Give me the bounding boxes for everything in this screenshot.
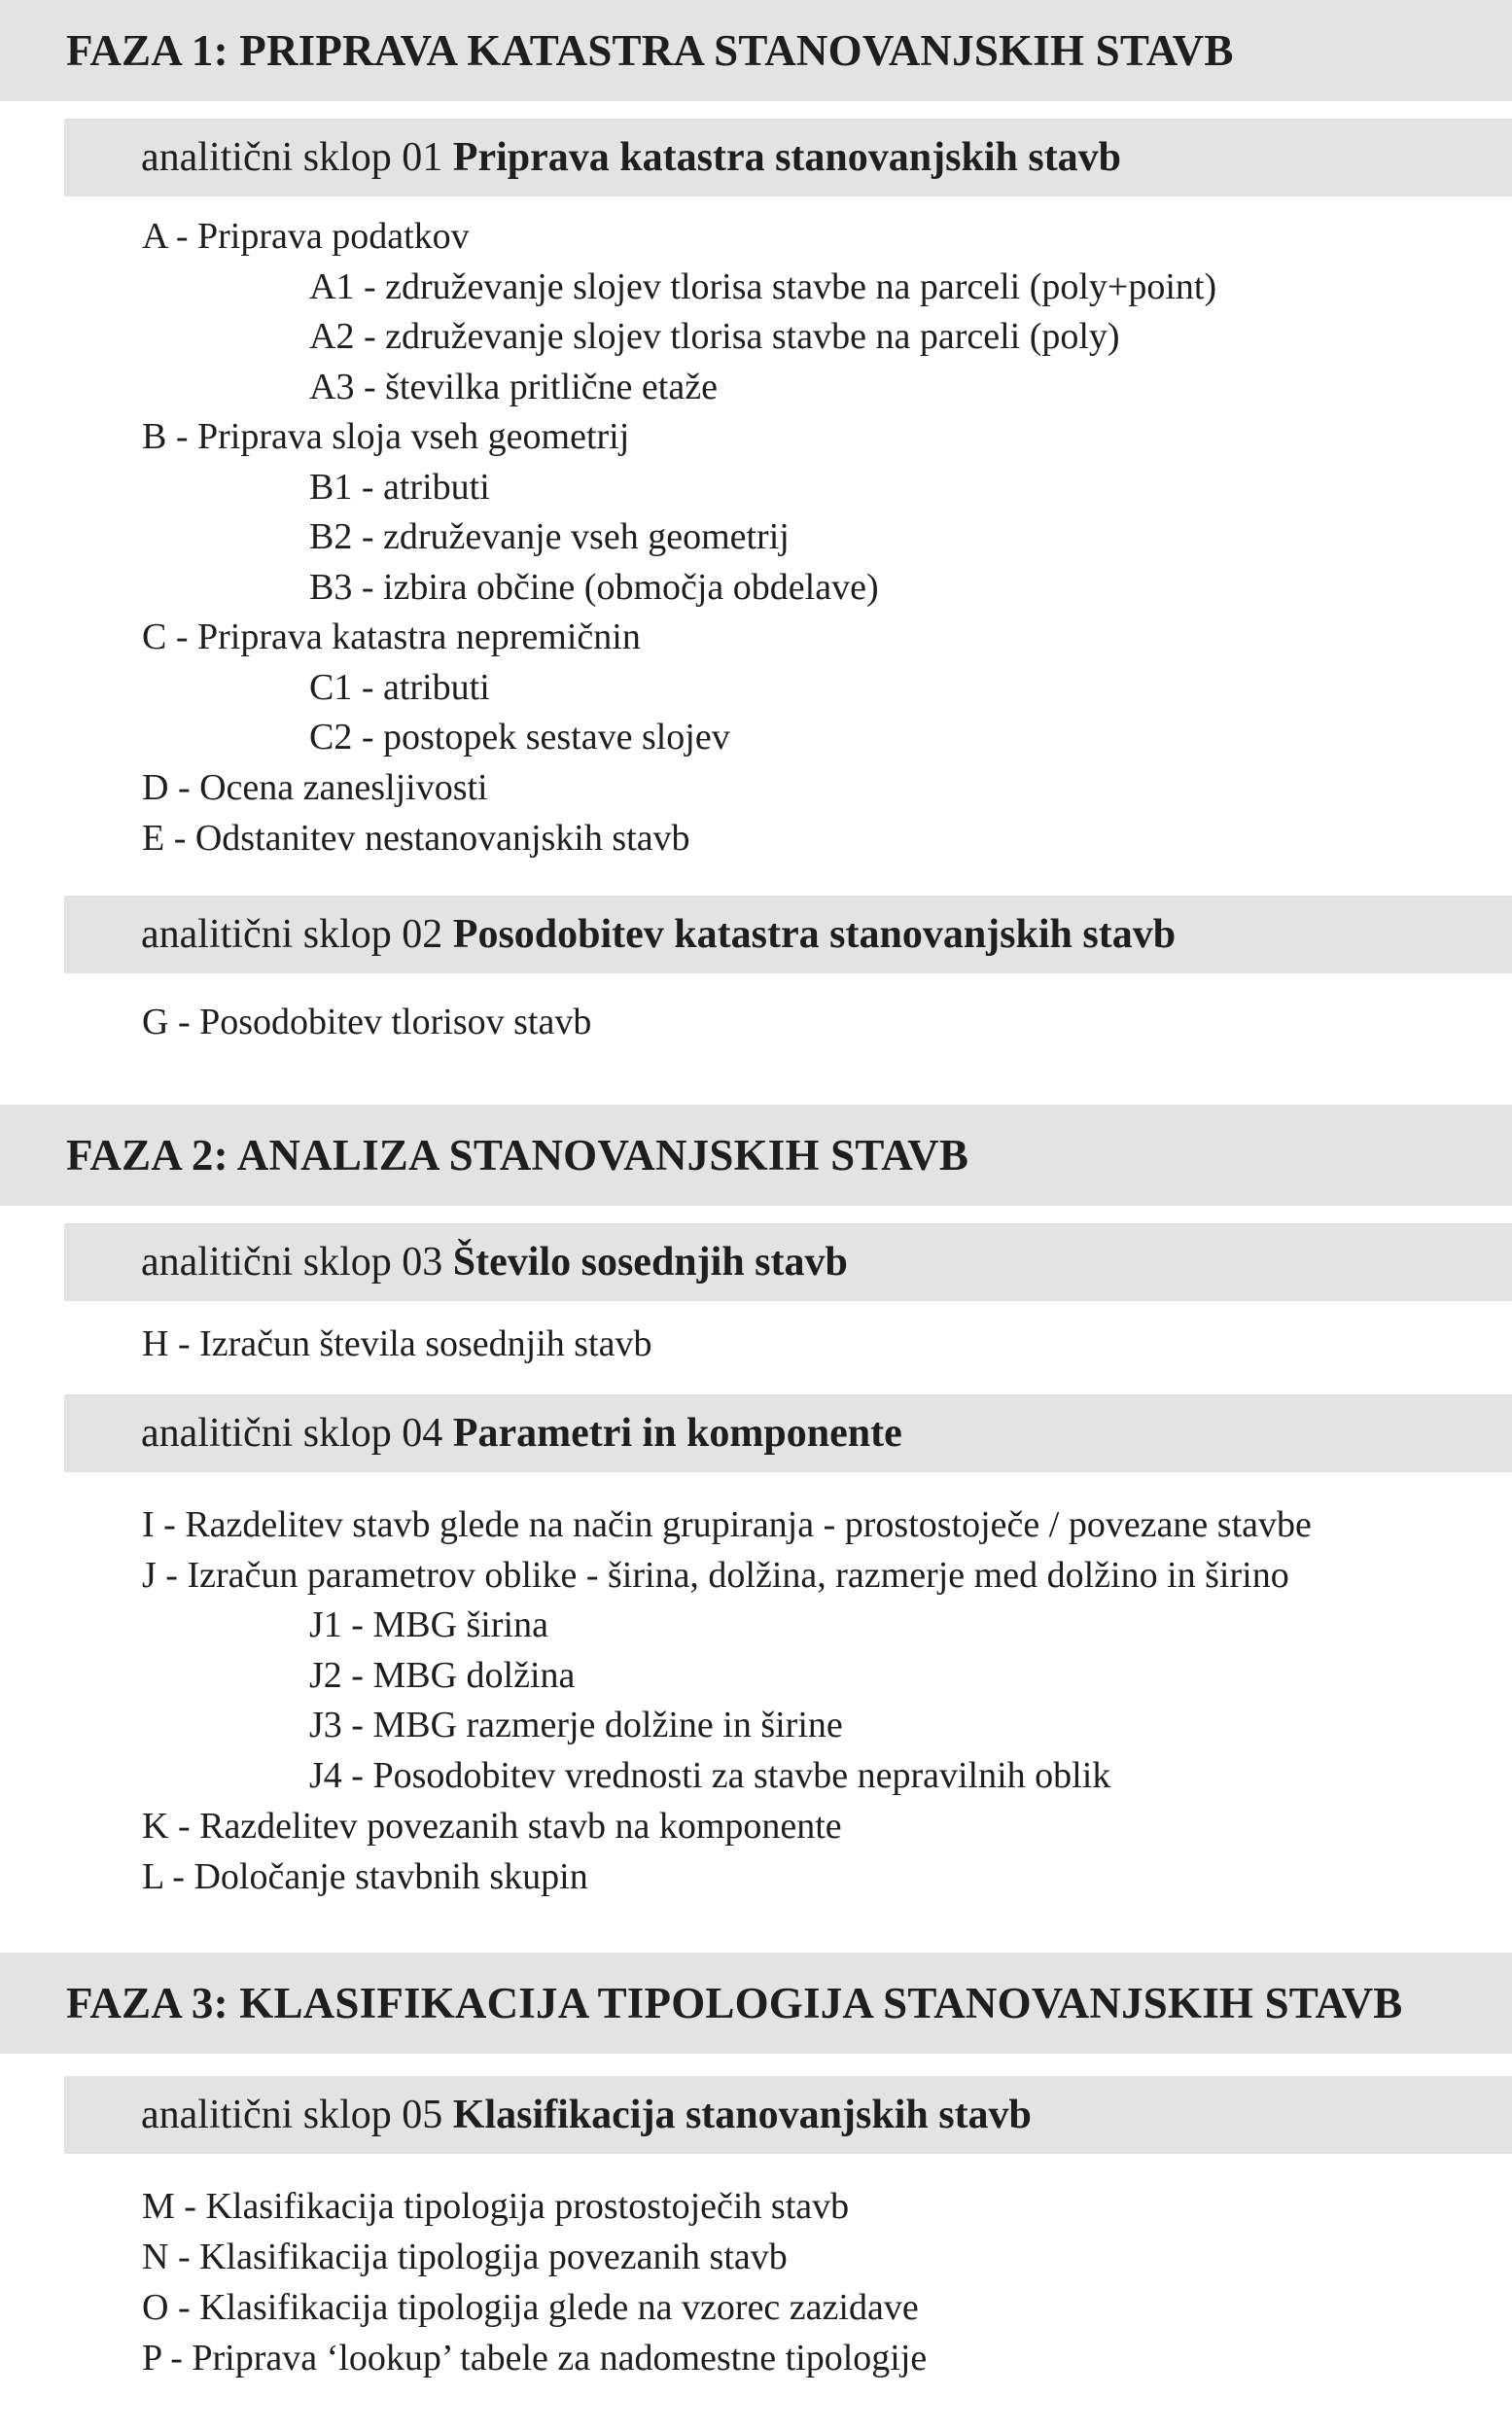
cluster-name: Parametri in komponente (452, 1411, 902, 1456)
sub-list-item: J1 - MBG širina (309, 1604, 548, 1645)
cluster-prefix: analitični sklop 02 (141, 912, 443, 957)
list-item: O - Klasifikacija tipologija glede na vzorec zazidave (142, 2287, 919, 2328)
cluster-prefix: analitični sklop 01 (141, 135, 443, 180)
phase-title: FAZA 3: KLASIFIKACIJA TIPOLOGIJA STANOVANJSKIH STAVB (66, 1979, 1403, 2027)
cluster-prefix: analitični sklop 04 (141, 1411, 443, 1456)
cluster-title (141, 134, 1121, 181)
cluster-title (141, 2092, 1032, 2138)
list-item: K - Razdelitev povezanih stavb na komponente (142, 1806, 842, 1847)
cluster-header-01 (64, 119, 1512, 196)
phase-title: FAZA 1: PRIPRAVA KATASTRA STANOVANJSKIH STAVB (66, 26, 1234, 75)
cluster-title (141, 911, 1176, 958)
list-item: P - Priprava ‘lookup’ tabele za nadomestne tipologije (142, 2338, 928, 2378)
cluster-title (141, 1410, 902, 1457)
list-item: D - Ocena zanesljivosti (142, 767, 488, 808)
cluster-header-03 (64, 1223, 1512, 1301)
sub-list-item: B3 - izbira občine (območja obdelave) (309, 567, 879, 608)
cluster-name: Klasifikacija stanovanjskih stavb (452, 2093, 1032, 2137)
sub-list-item: C1 - atributi (309, 667, 490, 708)
list-item: J - Izračun parametrov oblike - širina, dolžina, razmerje med dolžino in širino (142, 1555, 1289, 1596)
cluster-name: Število sosednjih stavb (452, 1240, 848, 1285)
sub-list-item: B1 - atributi (309, 467, 490, 508)
sub-list-item: A2 - združevanje slojev tlorisa stavbe na parceli (poly) (309, 316, 1120, 357)
phase-header-2 (0, 1105, 1512, 1206)
list-item: A - Priprava podatkov (142, 216, 470, 257)
cluster-name: Posodobitev katastra stanovanjskih stavb (452, 912, 1177, 957)
cluster-header-02 (64, 896, 1512, 973)
cluster-header-05 (64, 2076, 1512, 2154)
list-item: L - Določanje stavbnih skupin (142, 1856, 588, 1897)
sub-list-item: J4 - Posodobitev vrednosti za stavbe nepravilnih oblik (309, 1755, 1111, 1796)
list-item: I - Razdelitev stavb glede na način grupiranja - prostostoječe / povezane stavbe (142, 1504, 1312, 1545)
list-item: N - Klasifikacija tipologija povezanih stavb (142, 2237, 788, 2277)
cluster-header-04 (64, 1394, 1512, 1472)
sub-list-item: A1 - združevanje slojev tlorisa stavbe na parceli (poly+point) (309, 266, 1217, 307)
list-item: B - Priprava sloja vseh geometrij (142, 416, 630, 457)
list-item: E - Odstanitev nestanovanjskih stavb (142, 818, 690, 859)
sub-list-item: J3 - MBG razmerje dolžine in širine (309, 1705, 843, 1745)
list-item: G - Posodobitev tlorisov stavb (142, 1002, 592, 1042)
list-item: M - Klasifikacija tipologija prostostoječih stavb (142, 2186, 850, 2227)
sub-list-item: J2 - MBG dolžina (309, 1655, 576, 1696)
cluster-name: Priprava katastra stanovanjskih stavb (452, 135, 1122, 180)
phase-title: FAZA 2: ANALIZA STANOVANJSKIH STAVB (66, 1131, 969, 1180)
cluster-title (141, 1239, 848, 1286)
sub-list-item: C2 - postopek sestave slojev (309, 717, 730, 757)
sub-list-item: B2 - združevanje vseh geometrij (309, 516, 790, 557)
phase-header-3 (0, 1953, 1512, 2054)
list-item: C - Priprava katastra nepremičnin (142, 617, 641, 657)
list-item: H - Izračun števila sosednjih stavb (142, 1323, 652, 1364)
cluster-prefix: analitični sklop 05 (141, 2093, 443, 2137)
phase-header-1 (0, 0, 1512, 101)
cluster-prefix: analitični sklop 03 (141, 1240, 443, 1285)
sub-list-item: A3 - številka pritlične etaže (309, 367, 718, 407)
